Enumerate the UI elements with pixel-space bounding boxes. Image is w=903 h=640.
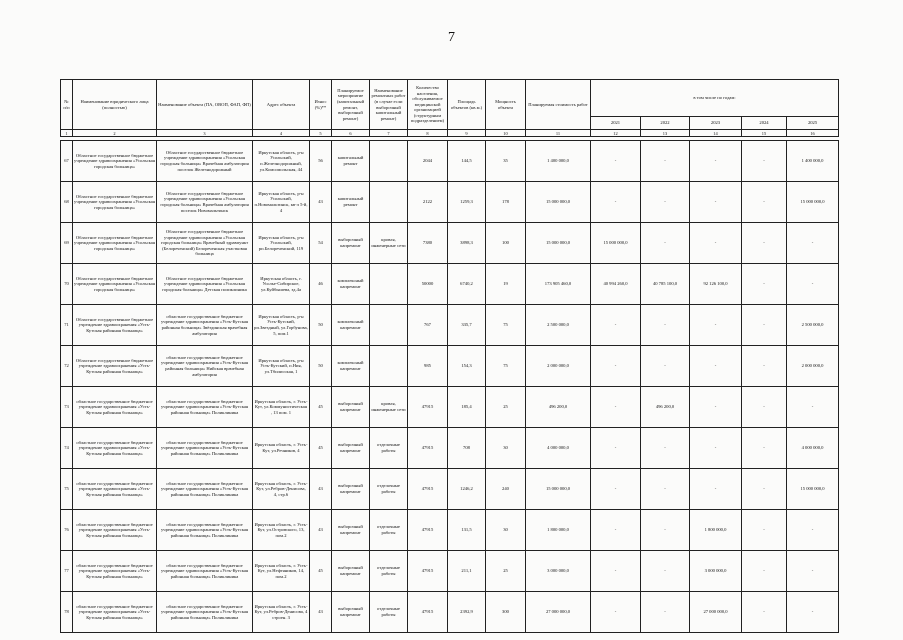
header-year: 2024 — [742, 117, 787, 130]
header-population: Количество населения, обслуживаемое медицинской организацией (структурным подразделением) — [408, 80, 448, 130]
column-number: 10 — [486, 130, 526, 137]
row-index: 78 — [61, 592, 73, 633]
row-measure: выборочный капремонт — [332, 223, 370, 264]
row-wear: 45 — [310, 428, 332, 469]
row-year-2021: - — [591, 346, 641, 387]
row-year-2021: - — [591, 592, 641, 633]
column-number: 12 — [591, 130, 641, 137]
row-area: 131,5 — [448, 510, 486, 551]
row-wear: 56 — [310, 141, 332, 182]
row-index: 67 — [61, 141, 73, 182]
table-row — [61, 551, 839, 592]
row-object: областное государственное бюджетное учреждение здравоохранения «Усть-Кутская районная больница» Поликлиника — [157, 469, 253, 510]
row-wear: 50 — [310, 305, 332, 346]
row-wear: 43 — [310, 510, 332, 551]
row-area: 211,1 — [448, 551, 486, 592]
table-body — [61, 141, 839, 633]
row-org: областное государственное бюджетное учреждение здравоохранения «Усть-Кутская районная больница» — [73, 510, 157, 551]
row-year-2025: 2 500 000,0 — [787, 305, 839, 346]
row-year-2021: - — [591, 305, 641, 346]
row-wear: 43 — [310, 592, 332, 633]
row-year-2024: - — [742, 592, 787, 633]
column-number: 6 — [332, 130, 370, 137]
row-population: 47915 — [408, 469, 448, 510]
row-year-2025: 15 000 000,0 — [787, 469, 839, 510]
row-org: Областное государственное бюджетное учреждение здравоохранения «Усольская городская больница» — [73, 141, 157, 182]
row-works — [370, 182, 408, 223]
table-row — [61, 469, 839, 510]
header-works: Наименование ремонтных работ (в случае если выборочный капитальный ремонт) — [370, 80, 408, 130]
page-number: 7 — [448, 30, 455, 45]
row-works — [370, 305, 408, 346]
header-capacity: Мощность объекта — [486, 80, 526, 130]
row-year-2025: - — [787, 551, 839, 592]
row-object: областное государственное бюджетное учреждение здравоохранения «Усть-Кутская районная больница» Поликлиника — [157, 387, 253, 428]
header-cost: Планируемая стоимость работ — [526, 80, 591, 130]
row-capacity: 30 — [486, 428, 526, 469]
row-population: 47915 — [408, 387, 448, 428]
row-index: 77 — [61, 551, 73, 592]
header-address: Адрес объекта — [253, 80, 310, 130]
row-address: Иркутская область, г. Усть-Кут, ул.Островского, 13, пом.2 — [253, 510, 310, 551]
row-year-2023: 92 126 100,0 — [690, 264, 742, 305]
table-row — [61, 305, 839, 346]
row-area: 1246,2 — [448, 469, 486, 510]
row-year-2025: - — [787, 264, 839, 305]
row-org: областное государственное бюджетное учреждение здравоохранения «Усть-Кутская районная больница» — [73, 387, 157, 428]
header-object: Наименование объекта (ПА, ОВОП, ФАП, ФП) — [157, 80, 253, 130]
row-capacity: 35 — [486, 141, 526, 182]
row-population: 985 — [408, 346, 448, 387]
row-index: 70 — [61, 264, 73, 305]
row-year-2022: - — [641, 346, 690, 387]
row-area: 2392,9 — [448, 592, 486, 633]
row-capacity: 100 — [486, 223, 526, 264]
row-year-2024: - — [742, 387, 787, 428]
row-year-2023: - — [690, 182, 742, 223]
row-capacity: 300 — [486, 592, 526, 633]
row-year-2025: 1 400 000,0 — [787, 141, 839, 182]
row-cost: 4 000 000,0 — [526, 428, 591, 469]
row-area: 335,7 — [448, 305, 486, 346]
row-measure: комплексный капремонт — [332, 305, 370, 346]
row-year-2021: - — [591, 469, 641, 510]
row-year-2024: - — [742, 346, 787, 387]
row-measure: комплексный капремонт — [332, 346, 370, 387]
row-object: Областное государственное бюджетное учреждение здравоохранения «Усольская городская больница» Детская поликлиника — [157, 264, 253, 305]
row-measure: капитальный ремонт — [332, 141, 370, 182]
row-year-2022: - — [641, 182, 690, 223]
row-population: 47915 — [408, 551, 448, 592]
row-address: Иркутская область, г. Усть-Кут, ул.Нефтяников, 14, пом.2 — [253, 551, 310, 592]
row-address: Иркутская область, р-н Усольский, п.Новомальтинск, кв-л 5-й, 4 — [253, 182, 310, 223]
row-address: Иркутская область, р-н Усольский, рп.Белореченский, 119 — [253, 223, 310, 264]
row-year-2023: - — [690, 223, 742, 264]
row-measure: выборочный капремонт — [332, 428, 370, 469]
row-year-2023: - — [690, 346, 742, 387]
column-number: 8 — [408, 130, 448, 137]
column-number: 9 — [448, 130, 486, 137]
column-number: 5 — [310, 130, 332, 137]
row-population: 2122 — [408, 182, 448, 223]
header-year: 2023 — [690, 117, 742, 130]
row-year-2021: 15 000 000,0 — [591, 223, 641, 264]
row-year-2022: - — [641, 428, 690, 469]
row-year-2025: - — [787, 510, 839, 551]
row-year-2024: - — [742, 223, 787, 264]
row-wear: 46 — [310, 264, 332, 305]
row-cost: 173 905 460,0 — [526, 264, 591, 305]
row-year-2022: 40 785 100,0 — [641, 264, 690, 305]
column-number: 4 — [253, 130, 310, 137]
column-number: 7 — [370, 130, 408, 137]
row-org: Областное государственное бюджетное учреждение здравоохранения «Усольская городская больница» — [73, 223, 157, 264]
row-measure: выборочный капремонт — [332, 469, 370, 510]
row-year-2023: 1 800 000,0 — [690, 510, 742, 551]
row-address: Иркутская область, г. Усть-Кут, ул.Коммунистическая , 13 пом. 1 — [253, 387, 310, 428]
table-row — [61, 592, 839, 633]
row-works: кровля, инженерные сети — [370, 223, 408, 264]
row-cost: 3 000 000,0 — [526, 551, 591, 592]
row-object: областное государственное бюджетное учреждение здравоохранения «Усть-Кутская районная больница» Поликлиника — [157, 510, 253, 551]
header-year: 2022 — [641, 117, 690, 130]
row-year-2023: 27 000 000,0 — [690, 592, 742, 633]
row-measure: выборочный капремонт — [332, 592, 370, 633]
row-index: 76 — [61, 510, 73, 551]
row-population: 2044 — [408, 141, 448, 182]
row-wear: 50 — [310, 346, 332, 387]
row-index: 68 — [61, 182, 73, 223]
row-year-2023: 3 000 000,0 — [690, 551, 742, 592]
row-index: 73 — [61, 387, 73, 428]
row-wear: 43 — [310, 182, 332, 223]
row-year-2022: - — [641, 592, 690, 633]
row-year-2021: 40 994 260,0 — [591, 264, 641, 305]
row-capacity: 75 — [486, 305, 526, 346]
row-year-2024: - — [742, 141, 787, 182]
row-year-2025: 15 000 000,0 — [787, 182, 839, 223]
column-number: 1 — [61, 130, 73, 137]
row-cost: 15 000 000,0 — [526, 182, 591, 223]
header-area: Площадь объектов (кв.м.) — [448, 80, 486, 130]
row-wear: 45 — [310, 387, 332, 428]
row-works: отделочные работы — [370, 551, 408, 592]
column-number: 11 — [526, 130, 591, 137]
row-year-2021: - — [591, 551, 641, 592]
table-row — [61, 387, 839, 428]
row-cost: 496 200,0 — [526, 387, 591, 428]
header-years-group: в том числе по годам: — [591, 80, 839, 117]
row-cost: 27 000 000,0 — [526, 592, 591, 633]
row-capacity: 30 — [486, 510, 526, 551]
row-measure: капитальный ремонт — [332, 182, 370, 223]
row-address: Иркутская область, р-н Усть-Кутский, рп.Звездный, ул.Горбунова, 5, пом.1 — [253, 305, 310, 346]
row-year-2023: - — [690, 141, 742, 182]
row-object: областное государственное бюджетное учреждение здравоохранения «Усть-Кутская районная больница» Поликлиника — [157, 551, 253, 592]
table-row — [61, 428, 839, 469]
row-address: Иркутская область, р-н Усольский, п.Железнодорожный, ул.Комсомольская, 44 — [253, 141, 310, 182]
row-year-2022: - — [641, 223, 690, 264]
row-org: областное государственное бюджетное учреждение здравоохранения «Усть-Кутская районная больница» — [73, 469, 157, 510]
row-address: Иркутская область, г. Усть-Кут, ул.Ребров-Денисова, 4 строен. 3 — [253, 592, 310, 633]
row-org: Областное государственное бюджетное учреждение здравоохранения «Усть-Кутская районная больница» — [73, 346, 157, 387]
row-org: областное государственное бюджетное учреждение здравоохранения «Усть-Кутская районная больница» — [73, 592, 157, 633]
row-measure: комплексный капремонт — [332, 264, 370, 305]
row-capacity: 25 — [486, 387, 526, 428]
row-year-2024: - — [742, 469, 787, 510]
row-org: Областное государственное бюджетное учреждение здравоохранения «Усольская городская больница» — [73, 182, 157, 223]
row-index: 71 — [61, 305, 73, 346]
row-works — [370, 346, 408, 387]
row-population: 50000 — [408, 264, 448, 305]
row-works: кровля, инженерные сети — [370, 387, 408, 428]
row-year-2021: - — [591, 182, 641, 223]
header-year: 2025 — [787, 117, 839, 130]
row-index: 72 — [61, 346, 73, 387]
row-object: Областное государственное бюджетное учреждение здравоохранения «Усольская городская больница» Врачебная амбулатория поселок Новомальтинск — [157, 182, 253, 223]
row-capacity: 240 — [486, 469, 526, 510]
row-year-2021: - — [591, 428, 641, 469]
row-year-2025: - — [787, 592, 839, 633]
row-org: Областное государственное бюджетное учреждение здравоохранения «Усольская городская больница» — [73, 264, 157, 305]
row-wear: 54 — [310, 223, 332, 264]
column-number: 15 — [742, 130, 787, 137]
row-works: отделочные работы — [370, 428, 408, 469]
row-measure: выборочный капремонт — [332, 387, 370, 428]
row-area: 154,3 — [448, 346, 486, 387]
row-year-2021: - — [591, 141, 641, 182]
row-year-2021: - — [591, 387, 641, 428]
row-index: 75 — [61, 469, 73, 510]
row-area: 144,5 — [448, 141, 486, 182]
row-year-2024: - — [742, 182, 787, 223]
row-works: отделочные работы — [370, 469, 408, 510]
column-number: 13 — [641, 130, 690, 137]
row-cost: 1 400 000,0 — [526, 141, 591, 182]
row-capacity: 75 — [486, 346, 526, 387]
row-index: 69 — [61, 223, 73, 264]
row-cost: 1 800 000,0 — [526, 510, 591, 551]
row-address: Иркутская область, г. Усть-Кут, ул.Речников, 4 — [253, 428, 310, 469]
table-row — [61, 141, 839, 182]
header-index: № п/п — [61, 80, 73, 130]
row-address: Иркутская область, р-н Усть-Кутский, п.Ния, ул.Тбилисская, 1 — [253, 346, 310, 387]
row-year-2025: 4 000 000,0 — [787, 428, 839, 469]
table-row — [61, 264, 839, 305]
row-year-2023: - — [690, 469, 742, 510]
table-row — [61, 223, 839, 264]
row-cost: 2 000 000,0 — [526, 346, 591, 387]
row-object: областное государственное бюджетное учреждение здравоохранения «Усть-Кутская районная больница» Звёздинская врачебная амбулатория — [157, 305, 253, 346]
row-population: 47915 — [408, 428, 448, 469]
row-year-2023: - — [690, 305, 742, 346]
header-measure: Планируемое мероприятие (капитальный ремонт, выборочный ремонт) — [332, 80, 370, 130]
row-object: областное государственное бюджетное учреждение здравоохранения «Усть-Кутская районная больница» Нийская врачебная амбулатория — [157, 346, 253, 387]
column-number: 3 — [157, 130, 253, 137]
column-numbers-row — [61, 130, 839, 137]
row-object: Областное государственное бюджетное учреждение здравоохранения «Усольская городская больница» Врачебная амбулатория поселок Железнодорожный — [157, 141, 253, 182]
table-row — [61, 510, 839, 551]
row-population: 767 — [408, 305, 448, 346]
row-capacity: 19 — [486, 264, 526, 305]
row-object: Областное государственное бюджетное учреждение здравоохранения «Усольская городская больница» Врачебный здравпункт (Белореченский) Белореченская участковая больница — [157, 223, 253, 264]
row-cost: 15 000 000,0 — [526, 223, 591, 264]
header-wear: Износ (%)** — [310, 80, 332, 130]
row-population: 7380 — [408, 223, 448, 264]
row-area: 708 — [448, 428, 486, 469]
row-object: областное государственное бюджетное учреждение здравоохранения «Усть-Кутская районная больница» Поликлиника — [157, 592, 253, 633]
row-org: Областное государственное бюджетное учреждение здравоохранения «Усть-Кутская районная больница» — [73, 305, 157, 346]
row-org: областное государственное бюджетное учреждение здравоохранения «Усть-Кутская районная больница» — [73, 551, 157, 592]
row-year-2025: - — [787, 387, 839, 428]
row-cost: 15 000 000,0 — [526, 469, 591, 510]
row-year-2023: - — [690, 387, 742, 428]
row-works: отделочные работы — [370, 592, 408, 633]
row-year-2023: - — [690, 428, 742, 469]
row-object: областное государственное бюджетное учреждение здравоохранения «Усть-Кутская районная больница» Поликлиника — [157, 428, 253, 469]
row-index: 74 — [61, 428, 73, 469]
row-year-2022: - — [641, 551, 690, 592]
row-capacity: 25 — [486, 551, 526, 592]
row-area: 3898,3 — [448, 223, 486, 264]
header-org: Наименование юридического лица (полностью) — [73, 80, 157, 130]
row-year-2024: - — [742, 264, 787, 305]
row-measure: выборочный капремонт — [332, 551, 370, 592]
row-wear: 45 — [310, 551, 332, 592]
row-address: Иркутская область, г. Усолье-Сибирское, ул.Куйбышева, зд.4а — [253, 264, 310, 305]
row-year-2022: 496 200,0 — [641, 387, 690, 428]
header-year: 2021 — [591, 117, 641, 130]
row-measure: выборочный капремонт — [332, 510, 370, 551]
row-year-2022: - — [641, 141, 690, 182]
row-works — [370, 264, 408, 305]
row-area: 185,4 — [448, 387, 486, 428]
row-year-2024: - — [742, 551, 787, 592]
row-org: областное государственное бюджетное учреждение здравоохранения «Усть-Кутская районная больница» — [73, 428, 157, 469]
row-area: 1259,3 — [448, 182, 486, 223]
column-number: 14 — [690, 130, 742, 137]
row-address: Иркутская область, г. Усть-Кут, ул.Ребров-Денисова, 4, стр.6 — [253, 469, 310, 510]
column-number: 2 — [73, 130, 157, 137]
row-year-2025: - — [787, 223, 839, 264]
row-population: 47915 — [408, 592, 448, 633]
row-works: отделочные работы — [370, 510, 408, 551]
row-population: 47915 — [408, 510, 448, 551]
repair-plan-table — [60, 79, 839, 633]
row-year-2022: - — [641, 305, 690, 346]
column-number: 16 — [787, 130, 839, 137]
table-row — [61, 346, 839, 387]
row-works — [370, 141, 408, 182]
row-year-2024: - — [742, 428, 787, 469]
row-year-2022: - — [641, 510, 690, 551]
row-year-2025: 2 000 000,0 — [787, 346, 839, 387]
row-area: 6740,2 — [448, 264, 486, 305]
table-row — [61, 182, 839, 223]
row-year-2024: - — [742, 305, 787, 346]
row-year-2021: - — [591, 510, 641, 551]
row-wear: 43 — [310, 469, 332, 510]
row-cost: 2 500 000,0 — [526, 305, 591, 346]
row-year-2024: - — [742, 510, 787, 551]
row-year-2022: - — [641, 469, 690, 510]
row-capacity: 178 — [486, 182, 526, 223]
